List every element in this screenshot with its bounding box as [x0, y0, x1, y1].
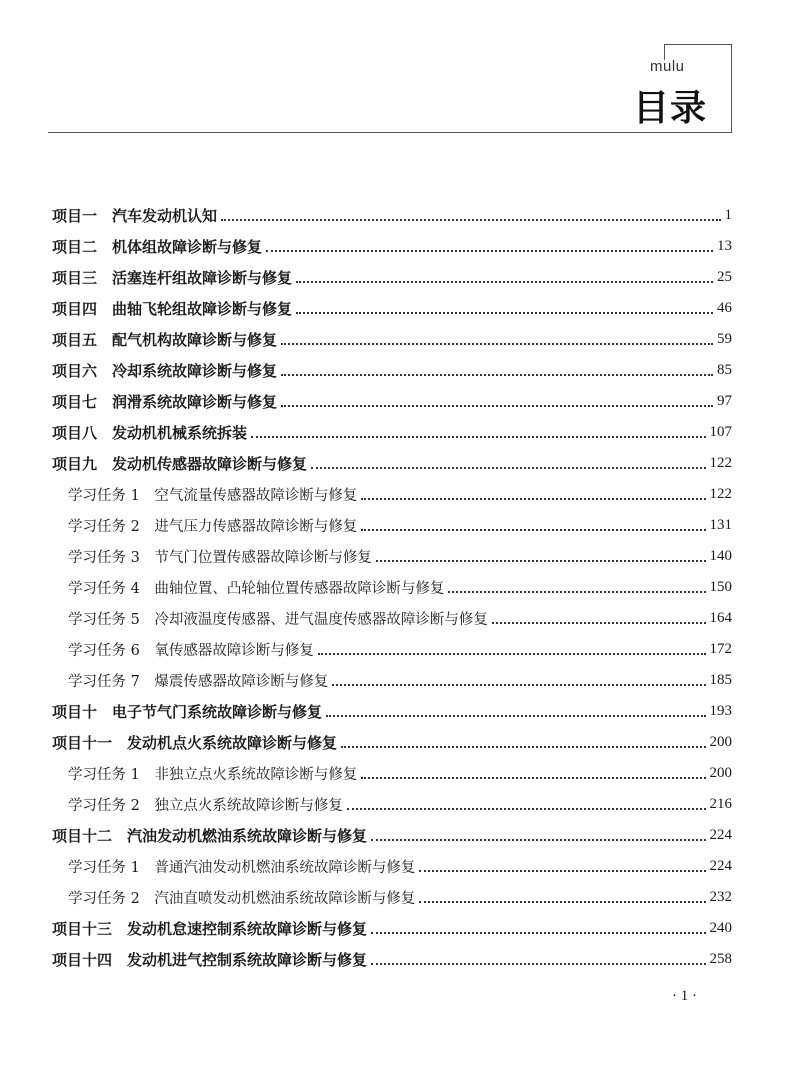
toc-entry-title: 项目五 配气机构故障诊断与修复: [52, 331, 278, 349]
toc-entry-page: 46: [717, 300, 732, 316]
toc-dot-leader: [419, 870, 705, 872]
toc-entry-page: 185: [709, 672, 732, 688]
toc-entry-title: 学习任务 4 曲轴位置、凸轮轴位置传感器故障诊断与修复: [68, 581, 445, 597]
toc-entry-title: 项目十二 汽油发动机燃油系统故障诊断与修复: [52, 827, 368, 845]
toc-entry-title: 学习任务 2 汽油直喷发动机燃油系统故障诊断与修复: [68, 891, 416, 907]
toc-entry-page: 240: [709, 920, 732, 936]
toc-task-entry[interactable]: [52, 789, 732, 820]
toc-dot-leader: [326, 715, 705, 717]
page-header: [0, 0, 790, 140]
toc-entry-page: 150: [709, 579, 732, 595]
toc-entry-page: 59: [717, 331, 732, 347]
toc-project-entry[interactable]: [52, 696, 732, 727]
toc-dot-leader: [332, 684, 705, 686]
toc-entry-title: 项目九 发动机传感器故障诊断与修复: [52, 455, 308, 473]
toc-entry-title: 学习任务 2 进气压力传感器故障诊断与修复: [68, 519, 358, 535]
toc-entry-title: 项目十四 发动机进气控制系统故障诊断与修复: [52, 951, 368, 969]
toc-dot-leader: [448, 591, 705, 593]
toc-dot-leader: [341, 746, 705, 748]
toc-entry-title: 项目四 曲轴飞轮组故障诊断与修复: [52, 300, 293, 318]
toc-project-entry[interactable]: [52, 293, 732, 324]
toc-entry-title: 学习任务 7 爆震传感器故障诊断与修复: [68, 674, 329, 690]
toc-dot-leader: [296, 281, 713, 283]
toc-task-entry[interactable]: [52, 851, 732, 882]
toc-dot-leader: [361, 529, 705, 531]
toc-task-entry[interactable]: [52, 634, 732, 665]
toc-task-entry[interactable]: [52, 541, 732, 572]
toc-dot-leader: [371, 963, 705, 965]
toc-entry-title: 项目十一 发动机点火系统故障诊断与修复: [52, 734, 338, 752]
header-horizontal-rule: [48, 132, 732, 133]
toc-project-entry[interactable]: [52, 231, 732, 262]
toc-entry-page: 131: [709, 517, 732, 533]
toc-task-entry[interactable]: [52, 510, 732, 541]
header-pinyin: mulu: [650, 58, 685, 75]
toc-task-entry[interactable]: [52, 882, 732, 913]
toc-project-entry[interactable]: [52, 727, 732, 758]
toc-task-entry[interactable]: [52, 665, 732, 696]
toc-project-entry[interactable]: [52, 913, 732, 944]
header-vertical-rule: [731, 44, 732, 133]
toc-dot-leader: [281, 405, 713, 407]
toc-entry-page: 140: [709, 548, 732, 564]
toc-dot-leader: [492, 622, 706, 624]
toc-entry-page: 258: [709, 951, 732, 967]
toc-project-entry[interactable]: [52, 262, 732, 293]
toc-task-entry[interactable]: [52, 572, 732, 603]
page-title: 目录: [633, 88, 708, 129]
toc-entry-title: 项目十 电子节气门系统故障诊断与修复: [52, 703, 323, 721]
toc-project-entry[interactable]: [52, 200, 732, 231]
toc-dot-leader: [296, 312, 713, 314]
toc-dot-leader: [371, 839, 705, 841]
toc-project-entry[interactable]: [52, 417, 732, 448]
toc-dot-leader: [318, 653, 706, 655]
toc-project-entry[interactable]: [52, 355, 732, 386]
toc-dot-leader: [361, 777, 705, 779]
toc-entry-page: 107: [709, 424, 732, 440]
toc-dot-leader: [419, 901, 705, 903]
toc-entry-title: 项目七 润滑系统故障诊断与修复: [52, 393, 278, 411]
toc-entry-page: 13: [717, 238, 732, 254]
toc-task-entry[interactable]: [52, 758, 732, 789]
toc-entry-title: 学习任务 1 空气流量传感器故障诊断与修复: [68, 488, 358, 504]
toc-entry-title: 学习任务 1 普通汽油发动机燃油系统故障诊断与修复: [68, 860, 416, 876]
toc-entry-page: 97: [717, 393, 732, 409]
toc-entry-title: 项目一 汽车发动机认知: [52, 207, 218, 225]
toc-dot-leader: [361, 498, 705, 500]
toc-entry-title: 项目八 发动机机械系统拆装: [52, 424, 248, 442]
toc-entry-page: 122: [709, 455, 732, 471]
toc-entry-page: 224: [709, 827, 732, 843]
toc-entry-page: 193: [709, 703, 732, 719]
toc-entry-title: 项目三 活塞连杆组故障诊断与修复: [52, 269, 293, 287]
toc-entry-page: 224: [709, 858, 732, 874]
toc-entry-page: 172: [709, 641, 732, 657]
header-corner-rule: [664, 44, 732, 45]
toc-entry-title: 学习任务 2 独立点火系统故障诊断与修复: [68, 798, 343, 814]
toc-entry-title: 学习任务 6 氧传感器故障诊断与修复: [68, 643, 314, 659]
toc-project-entry[interactable]: [52, 944, 732, 975]
toc-entry-title: 项目六 冷却系统故障诊断与修复: [52, 362, 278, 380]
toc-dot-leader: [251, 436, 705, 438]
toc-dot-leader: [376, 560, 706, 562]
toc-project-entry[interactable]: [52, 448, 732, 479]
toc-entry-page: 1: [724, 207, 732, 223]
page-number: · 1 ·: [672, 988, 697, 1004]
toc-entry-page: 232: [709, 889, 732, 905]
toc-entry-title: 学习任务 3 节气门位置传感器故障诊断与修复: [68, 550, 372, 566]
toc-dot-leader: [371, 932, 705, 934]
toc-entry-page: 200: [709, 734, 732, 750]
toc-entry-title: 项目十三 发动机怠速控制系统故障诊断与修复: [52, 920, 368, 938]
toc-entry-page: 85: [717, 362, 732, 378]
toc-entry-page: 122: [709, 486, 732, 502]
toc-project-entry[interactable]: [52, 386, 732, 417]
toc-project-entry[interactable]: [52, 324, 732, 355]
toc-entry-title: 项目二 机体组故障诊断与修复: [52, 238, 263, 256]
toc-entry-page: 164: [709, 610, 732, 626]
toc-dot-leader: [281, 374, 713, 376]
toc-project-entry[interactable]: [52, 820, 732, 851]
toc-entry-page: 216: [709, 796, 732, 812]
toc-dot-leader: [266, 250, 713, 252]
toc-task-entry[interactable]: [52, 479, 732, 510]
toc-entry-title: 学习任务 1 非独立点火系统故障诊断与修复: [68, 767, 358, 783]
table-of-contents: [52, 200, 732, 975]
toc-entry-page: 25: [717, 269, 732, 285]
toc-entry-title: 学习任务 5 冷却液温度传感器、进气温度传感器故障诊断与修复: [68, 612, 488, 628]
toc-task-entry[interactable]: [52, 603, 732, 634]
toc-dot-leader: [221, 219, 720, 221]
toc-dot-leader: [311, 467, 705, 469]
toc-dot-leader: [281, 343, 713, 345]
toc-entry-page: 200: [709, 765, 732, 781]
toc-dot-leader: [347, 808, 706, 810]
